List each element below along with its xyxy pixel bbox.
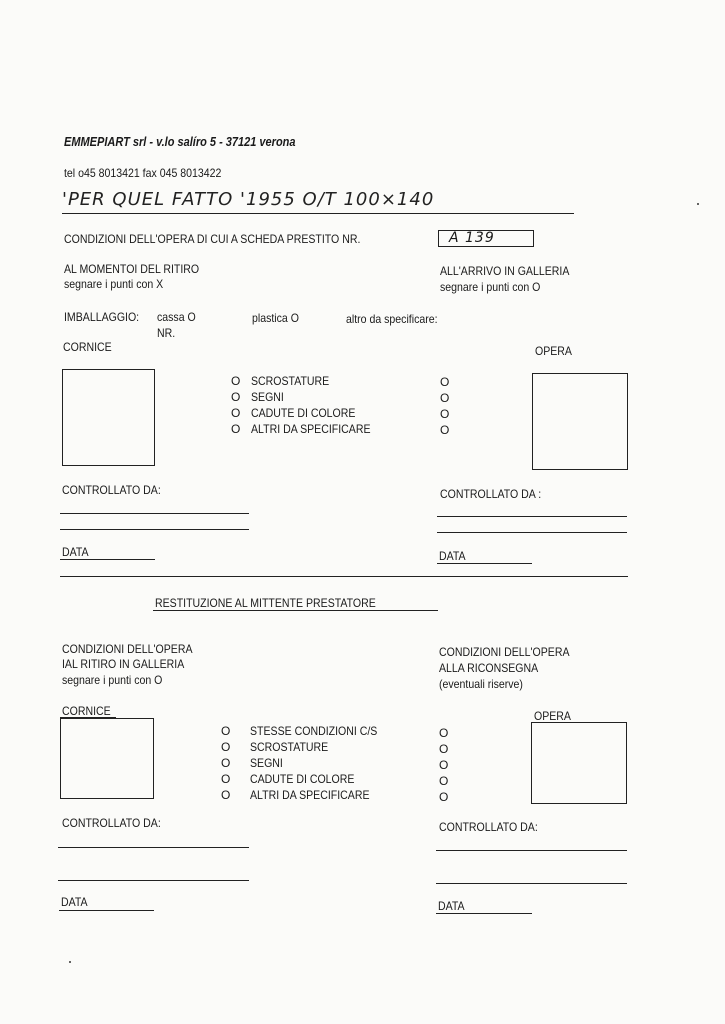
- checklist-items: [251, 373, 371, 437]
- checked-by-right: CONTROLLATO DA :: [440, 487, 542, 501]
- return-right-sub2: (eventuali riserve): [439, 677, 523, 691]
- signature-line[interactable]: [60, 529, 249, 530]
- pickup-instructions: segnare i punti con X: [64, 277, 164, 291]
- loan-number: A 139: [449, 230, 495, 246]
- arrival-title: ALL'ARRIVO IN GALLERIA: [440, 264, 570, 278]
- date-left-2: DATA: [61, 895, 88, 909]
- checkbox-circle[interactable]: O: [221, 756, 231, 770]
- checkbox-circle[interactable]: O: [440, 407, 450, 421]
- checkbox-circle[interactable]: O: [439, 774, 449, 788]
- checklist-item: SCROSTATURE: [250, 740, 329, 754]
- checkbox-circle[interactable]: O: [221, 740, 231, 754]
- work-sketch-box: [532, 373, 628, 470]
- checklist-item: SCROSTATURE: [251, 374, 330, 388]
- date-left: DATA: [62, 545, 89, 559]
- checkbox-circle[interactable]: O: [439, 726, 449, 740]
- checkbox-circle[interactable]: O: [440, 391, 450, 405]
- checkbox-circle[interactable]: O: [221, 772, 231, 786]
- checkbox-circle[interactable]: O: [440, 375, 450, 389]
- packaging-label: IMBALLAGGIO:: [64, 310, 140, 324]
- return-left-title: CONDIZIONI DELL'OPERA: [62, 642, 193, 656]
- checkbox-circle[interactable]: O: [221, 788, 231, 802]
- handwritten-title: 'PER QUEL FATTO '1955 O/T 100×140: [62, 189, 435, 210]
- return-title: RESTITUZIONE AL MITTENTE PRESTATORE: [155, 596, 376, 610]
- title-underline: [62, 213, 574, 214]
- checklist-item: CADUTE DI COLORE: [251, 406, 356, 420]
- pickup-title: AL MOMENTOI DEL RITIRO: [64, 262, 200, 276]
- return-left-sub2: segnare i punti con O: [62, 673, 163, 687]
- date-line[interactable]: [436, 913, 532, 914]
- checked-by-right-2: CONTROLLATO DA:: [439, 820, 538, 834]
- checklist-left-circles-2: [221, 723, 230, 803]
- checkbox-circle[interactable]: O: [440, 423, 450, 437]
- checklist-item: ALTRI DA SPECIFICARE: [251, 422, 371, 436]
- checkbox-circle[interactable]: O: [439, 758, 449, 772]
- checklist-item: STESSE CONDIZIONI C/S: [250, 724, 378, 738]
- work-label: OPERA: [535, 344, 572, 358]
- packaging-other: altro da specificare:: [346, 312, 438, 326]
- work-sketch-box-2: [531, 722, 627, 804]
- packaging-plastic: plastica O: [252, 311, 299, 325]
- frame-label-2: CORNICE: [62, 704, 111, 718]
- signature-line[interactable]: [437, 532, 627, 533]
- signature-line[interactable]: [437, 516, 627, 517]
- checklist-item: ALTRI DA SPECIFICARE: [250, 788, 370, 802]
- signature-line[interactable]: [58, 847, 249, 848]
- checkbox-circle[interactable]: O: [439, 742, 449, 756]
- section-divider: [60, 576, 628, 577]
- checkbox-circle[interactable]: O: [439, 790, 449, 804]
- date-right-2: DATA: [438, 899, 465, 913]
- return-title-underline: [153, 610, 438, 611]
- packaging-crate: cassa O: [157, 310, 196, 324]
- frame-sketch-box-2: [60, 718, 154, 799]
- return-left-sub1: IAL RITIRO IN GALLERIA: [62, 657, 185, 671]
- company-header: EMMEPIART srl - v.lo salíro 5 - 37121 verona: [64, 135, 296, 149]
- checklist-right-circles-2: [439, 725, 448, 805]
- date-line[interactable]: [437, 563, 532, 564]
- loan-number-box: [438, 230, 534, 247]
- checkbox-circle[interactable]: O: [231, 390, 241, 404]
- return-right-sub1: ALLA RICONSEGNA: [439, 661, 539, 675]
- checkbox-circle[interactable]: O: [231, 374, 241, 388]
- checkbox-circle[interactable]: O: [231, 406, 241, 420]
- checklist-item: CADUTE DI COLORE: [250, 772, 355, 786]
- loan-label: CONDIZIONI DELL'OPERA DI CUI A SCHEDA PRESTITO NR.: [64, 232, 361, 246]
- date-line[interactable]: [59, 910, 154, 911]
- checklist-right-circles: [440, 374, 449, 438]
- checked-by-left: CONTROLLATO DA:: [62, 483, 161, 497]
- signature-line[interactable]: [58, 880, 249, 881]
- checkbox-circle[interactable]: O: [221, 724, 231, 738]
- packaging-crate-nr: NR.: [157, 326, 176, 340]
- checklist-left-circles: [231, 373, 240, 437]
- signature-line[interactable]: [436, 850, 627, 851]
- checklist-items-2: [250, 723, 377, 803]
- frame-label: CORNICE: [63, 340, 112, 354]
- arrival-instructions: segnare i punti con O: [440, 280, 541, 294]
- date-right: DATA: [439, 549, 466, 563]
- scan-speck: [697, 203, 699, 205]
- scan-speck: [69, 961, 71, 963]
- frame-sketch-box: [62, 369, 155, 466]
- checked-by-left-2: CONTROLLATO DA:: [62, 816, 161, 830]
- signature-line[interactable]: [60, 513, 249, 514]
- work-label-2: OPERA: [534, 709, 571, 723]
- contact-line: tel o45 8013421 fax 045 8013422: [64, 166, 222, 180]
- checkbox-circle[interactable]: O: [231, 422, 241, 436]
- signature-line[interactable]: [436, 883, 627, 884]
- return-right-title: CONDIZIONI DELL'OPERA: [439, 645, 570, 659]
- date-line[interactable]: [60, 559, 155, 560]
- checklist-item: SEGNI: [251, 390, 284, 404]
- checklist-item: SEGNI: [250, 756, 283, 770]
